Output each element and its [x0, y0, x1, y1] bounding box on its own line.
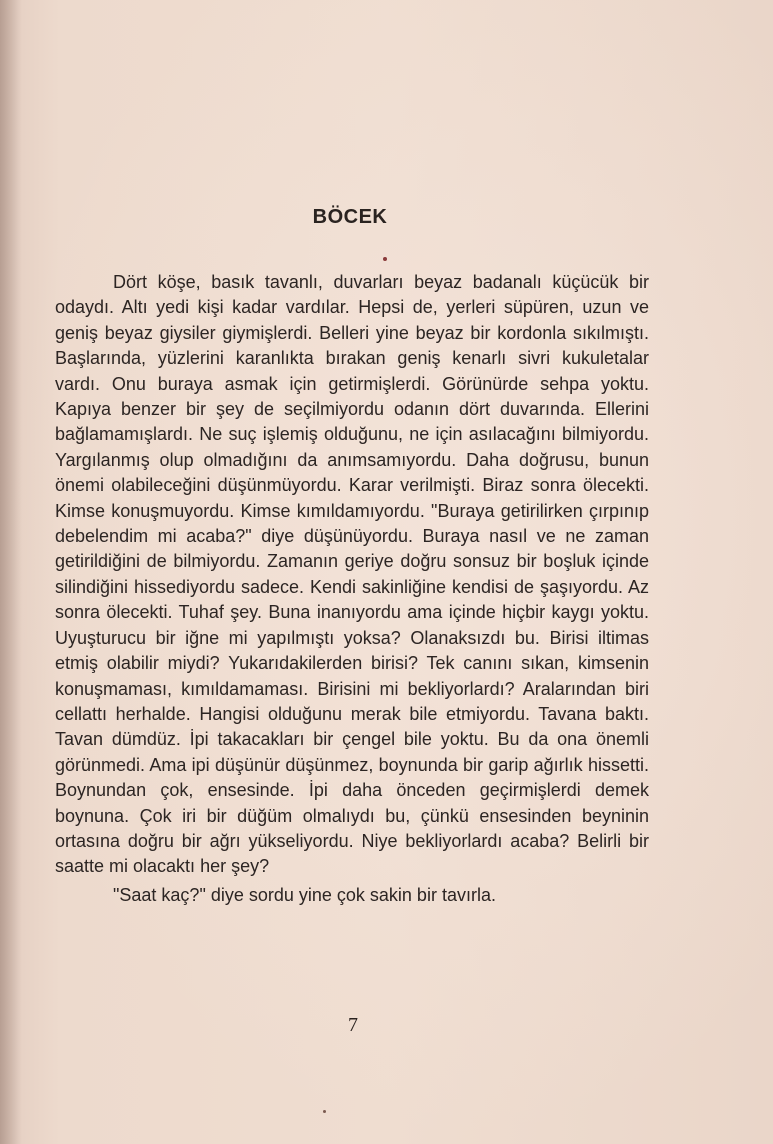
ink-speck [383, 257, 387, 261]
paragraph-1: Dört köşe, basık tavanlı, duvarları beyaz badanalı küçücük bir odaydı. Altı yedi kişi kadar vardılar. Hepsi de, yerleri süpüren, uzun ve geniş beyaz giysiler giymişlerdi. Belleri yine beyaz bir kordonla sıkılmıştı. Başlarında, yüzlerini karanlıkta bırakan geniş kenarlı sivri kukuletalar vardı. Onu buraya asmak için getirmişlerdi. Görünürde sehpa yoktu. Kapıya benzer bir şey de seçilmiyordu odanın dört duvarında. Ellerini bağlamamışlardı. Ne suç işlemiş olduğunu, ne için asılacağını bilmiyordu. Yargılanmış olup olmadığını da anımsamıyordu. Daha doğrusu, bunun önemi olabileceğini düşünmüyordu. Karar verilmişti. Biraz sonra ölecekti. Kimse konuşmuyordu. Kimse kımıldamıyordu. "Buraya getirilirken çırpınıp debelendim mi acaba?" diye düşünüyordu. Buraya nasıl ve ne zaman getirildiğini de bilmiyordu. Zamanın geriye doğru sonsuz bir boşluk içinde silindiğini hissediyordu sadece. Kendi sakinliğine kendisi de şaşıyordu. Az sonra ölecekti. Tuhaf şey. Buna inanıyordu ama içinde hiçbir kaygı yoktu. Uyuşturucu bir iğne mi yapılmıştı yoksa? Olanaksızdı bu. Birisi iltimas etmiş olabilir miydi? Yukarıdakilerden birisi? Tek canını sıkan, kimsenin konuşmaması, kımıldamaması. Birisini mi bekliyorlardı? Aralarından biri cellattı herhalde. Hangisi olduğunu merak bile etmiyordu. Tavana baktı. Tavan dümdüz. İpi takacakları bir çengel bile yoktu. Bu da ona önemli görünmedi. Ama ipi düşünür düşünmez, boynunda bir garip ağırlık hissetti. Boynundan çok, ensesinde. İpi daha önceden geçirmişlerdi demek boynuna. Çok iri bir düğüm olmalıydı bu, çünkü ensesinden beyninin ortasına doğru bir ağrı yükseliyordu. Niye bekliyorlardı acaba? Belirli bir saatte mi olacaktı her şey? [55, 272, 649, 877]
page-number: 7 [348, 1014, 358, 1036]
body-text [55, 270, 649, 908]
chapter-title: BÖCEK [312, 206, 388, 228]
ink-speck [323, 1110, 326, 1113]
spine-shadow [0, 0, 22, 1144]
paragraph-2: "Saat kaç?" diye sordu yine çok sakin bir tavırla. [113, 884, 496, 905]
